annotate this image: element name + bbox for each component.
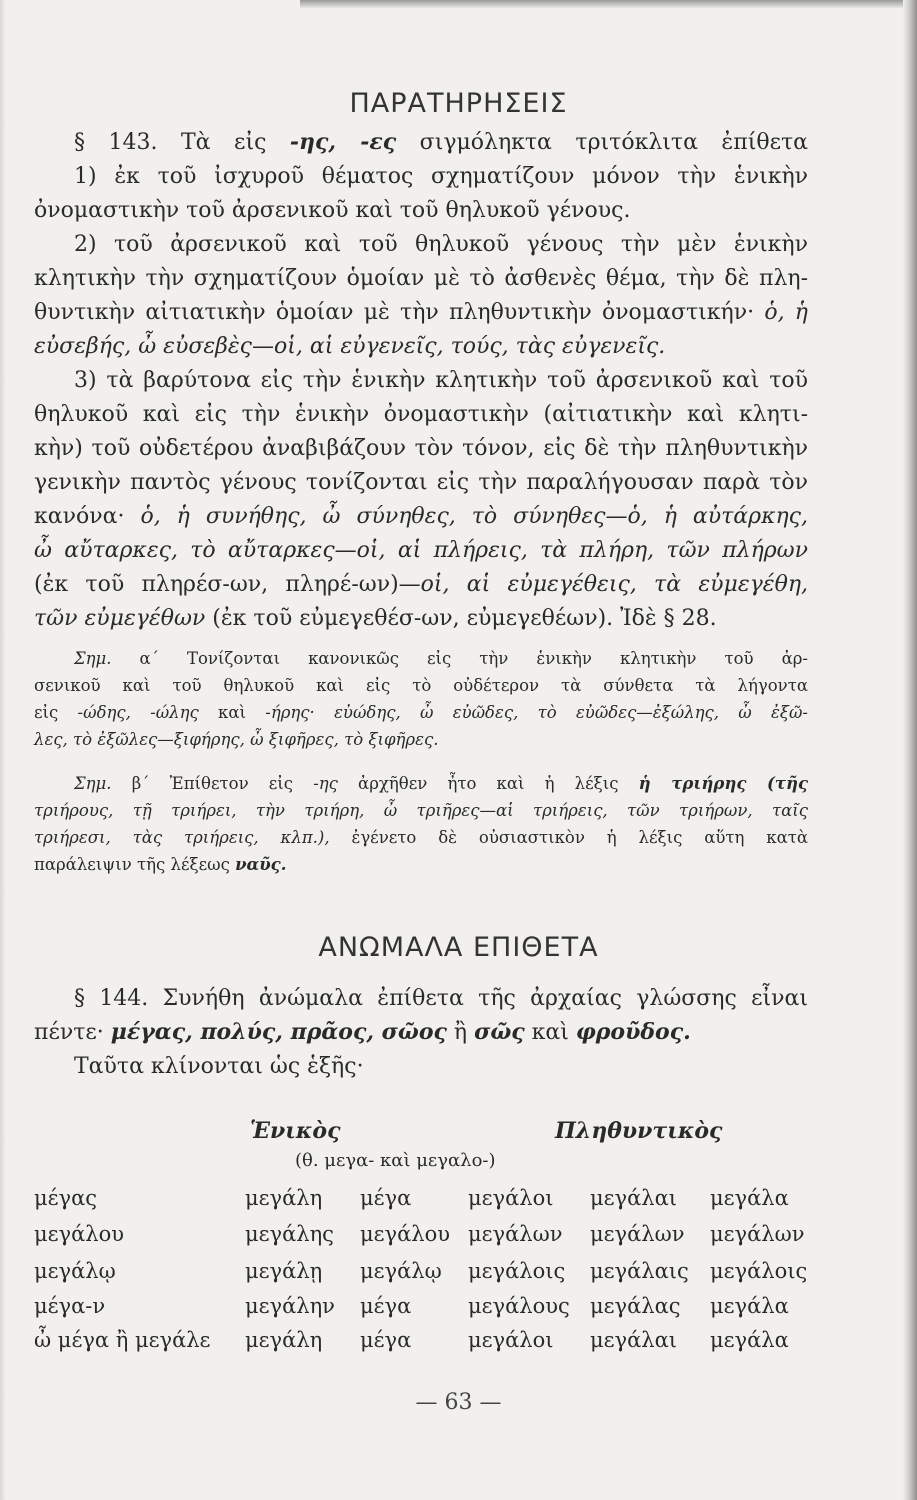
declension-cell: μεγάλοις — [468, 1259, 566, 1283]
declension-row — [0, 1259, 917, 1293]
declension-cell: μεγάλῳ — [360, 1259, 442, 1283]
declension-cell: μεγάλα — [710, 1328, 789, 1352]
declension-cell: μεγάλας — [590, 1294, 681, 1318]
note-b-line-2: τριήρους, τῇ τριήρει, τὴν τριήρη, ὦ τριῆρες—αἱ τριήρεις, τῶν τριήρων, ταῖς — [34, 801, 808, 820]
s144-line-2: πέντε· μέγας, πολύς, πρᾶος, σῶος ἢ σῶς καὶ φροῦδος. — [34, 1019, 691, 1045]
declension-cell: μεγάλῳ — [34, 1259, 116, 1283]
note-b-line-4: παράλειψιν τῆς λέξεως ναῦς. — [34, 855, 287, 874]
stem-note: (θ. μεγα- καὶ μεγαλο-) — [295, 1150, 496, 1171]
s144-line-3: Ταῦτα κλίνονται ὡς ἑξῆς· — [74, 1054, 364, 1079]
column-head-plural: Πληθυντικὸς — [555, 1118, 723, 1144]
declension-cell: μεγάλην — [245, 1294, 335, 1318]
s143-line-1: § 143. Τὰ εἰς -ης, -ες σιγμόληκτα τριτόκλιτα ἐπίθετα — [74, 129, 808, 155]
declension-row — [0, 1222, 917, 1256]
s144-line-1: § 144. Συνήθη ἀνώμαλα ἐπίθετα τῆς ἀρχαίας γλώσσης εἶναι — [74, 986, 808, 1011]
s143-line-7: εὐσεβής, ὦ εὐσεβὲς—οἱ, αἱ εὐγενεῖς, τούς, τὰς εὐγενεῖς. — [34, 334, 666, 359]
note-a-line-1: Σημ. α΄ Τονίζονται κανονικῶς εἰς τὴν ἑνικὴν κλητικὴν τοῦ ἀρ- — [74, 649, 808, 668]
declension-cell: μέγα — [360, 1328, 412, 1352]
declension-cell: μεγάλων — [710, 1222, 805, 1246]
declension-cell: μεγάλαι — [590, 1328, 677, 1352]
declension-cell: μεγάλους — [468, 1294, 570, 1318]
declension-row — [0, 1186, 917, 1220]
declension-row — [0, 1294, 917, 1328]
s143-line-12: κανόνα· ὁ, ἡ συνήθης, ὦ σύνηθες, τὸ σύνηθες—ὁ, ἡ αὐτάρκης, — [34, 504, 808, 529]
note-b-line-1: Σημ. β΄ Ἐπίθετον εἰς -ης ἀρχῆθεν ἦτο καὶ ἡ λέξις ἡ τριήρης (τῆς — [74, 774, 808, 793]
s143-line-5: κλητικὴν τὴν σχηματίζουν ὁμοίαν μὲ τὸ ἀσθενὲς θέμα, τὴν δὲ πλη- — [34, 266, 808, 291]
s143-line-3: ὀνομαστικὴν τοῦ ἀρσενικοῦ καὶ τοῦ θηλυκοῦ γένους. — [34, 198, 631, 223]
note-b-line-3: τριήρεσι, τὰς τριήρεις, κλπ.), ἐγένετο δὲ οὐσιαστικὸν ἡ λέξις αὕτη κατὰ — [34, 828, 808, 847]
section-heading-irregular-adjectives: ΑΝΩΜΑΛΑ ΕΠΙΘΕΤΑ — [318, 932, 599, 963]
declension-cell: μεγάλων — [468, 1222, 563, 1246]
declension-cell: μεγάλου — [34, 1222, 124, 1246]
page-number: — 63 — — [415, 1390, 502, 1415]
column-head-singular: Ἑνικὸς — [250, 1118, 341, 1144]
declension-cell: μέγα-ν — [34, 1294, 106, 1318]
declension-cell: μεγάλα — [710, 1186, 789, 1210]
s143-line-15: τῶν εὐμεγέθων (ἐκ τοῦ εὐμεγεθέσ-ων, εὐμεγεθέων). Ἰδὲ § 28. — [34, 606, 717, 631]
declension-cell: μεγάλοι — [468, 1186, 554, 1210]
declension-cell: μεγάλη — [245, 1328, 323, 1352]
note-a-line-4: λες, τὸ ἐξῶλες—ξιφήρης, ὦ ξιφῆρες, τὸ ξιφῆρες. — [34, 730, 439, 749]
declension-cell: μεγάλου — [360, 1222, 450, 1246]
declension-cell: μεγάλη — [245, 1186, 323, 1210]
s143-line-6: θυντικὴν αἰτιατικὴν ὁμοίαν μὲ τὴν πληθυντικὴν ὀνομαστικήν· ὁ, ἡ — [34, 300, 808, 325]
declension-cell: μεγάλων — [590, 1222, 685, 1246]
declension-cell: μεγάλα — [710, 1294, 789, 1318]
declension-cell: μέγα — [360, 1186, 412, 1210]
note-a-line-3: εἰς -ώδης, -ώλης καὶ -ήρης· εὐώδης, ὦ εὐῶδες, τὸ εὐῶδες—ἐξώλης, ὦ ἐξῶ- — [34, 703, 809, 722]
s143-line-8: 3) τὰ βαρύτονα εἰς τὴν ἑνικὴν κλητικὴν τοῦ ἀρσενικοῦ καὶ τοῦ — [74, 368, 808, 393]
declension-row — [0, 1328, 917, 1362]
declension-cell: μεγάλης — [245, 1222, 334, 1246]
declension-cell: μεγάλῃ — [245, 1259, 323, 1283]
declension-cell: μεγάλοι — [468, 1328, 554, 1352]
declension-cell: μέγας — [34, 1186, 98, 1210]
s143-line-4: 2) τοῦ ἀρσενικοῦ καὶ τοῦ θηλυκοῦ γένους τὴν μὲν ἑνικὴν — [74, 232, 808, 257]
section-heading-observations: ΠΑΡΑΤΗΡΗΣΕΙΣ — [349, 88, 568, 119]
declension-cell: ὦ μέγα ἢ μεγάλε — [34, 1328, 211, 1352]
page-top-edge-shadow — [300, 0, 917, 8]
s143-line-14: (ἐκ τοῦ πληρέσ-ων, πληρέ-ων)—οἱ, αἱ εὐμεγέθεις, τὰ εὐμεγέθη, — [34, 572, 808, 597]
s143-line-9: θηλυκοῦ καὶ εἰς τὴν ἑνικὴν ὀνομαστικὴν (αἰτιατικὴν καὶ κλητι- — [34, 402, 808, 427]
declension-cell: μεγάλαις — [590, 1259, 689, 1283]
s143-line-2: 1) ἐκ τοῦ ἰσχυροῦ θέματος σχηματίζουν μόνον τὴν ἑνικὴν — [74, 164, 808, 189]
s143-line-13: ὦ αὔταρκες, τὸ αὔταρκες—οἱ, αἱ πλήρεις, τὰ πλήρη, τῶν πλήρων — [34, 538, 808, 563]
s143-line-11: γενικὴν παντὸς γένους τονίζονται εἰς τὴν παραλήγουσαν παρὰ τὸν — [34, 470, 808, 495]
declension-cell: μεγάλοις — [710, 1259, 808, 1283]
note-a-line-2: σενικοῦ καὶ τοῦ θηλυκοῦ καὶ εἰς τὸ οὐδέτερον τὰ σύνθετα τὰ λήγοντα — [34, 676, 808, 695]
declension-cell: μεγάλαι — [590, 1186, 677, 1210]
declension-cell: μέγα — [360, 1294, 412, 1318]
s143-line-10: κὴν) τοῦ οὐδετέρου ἀναβιβάζουν τὸν τόνον, εἰς δὲ τὴν πληθυντικὴν — [34, 436, 808, 461]
